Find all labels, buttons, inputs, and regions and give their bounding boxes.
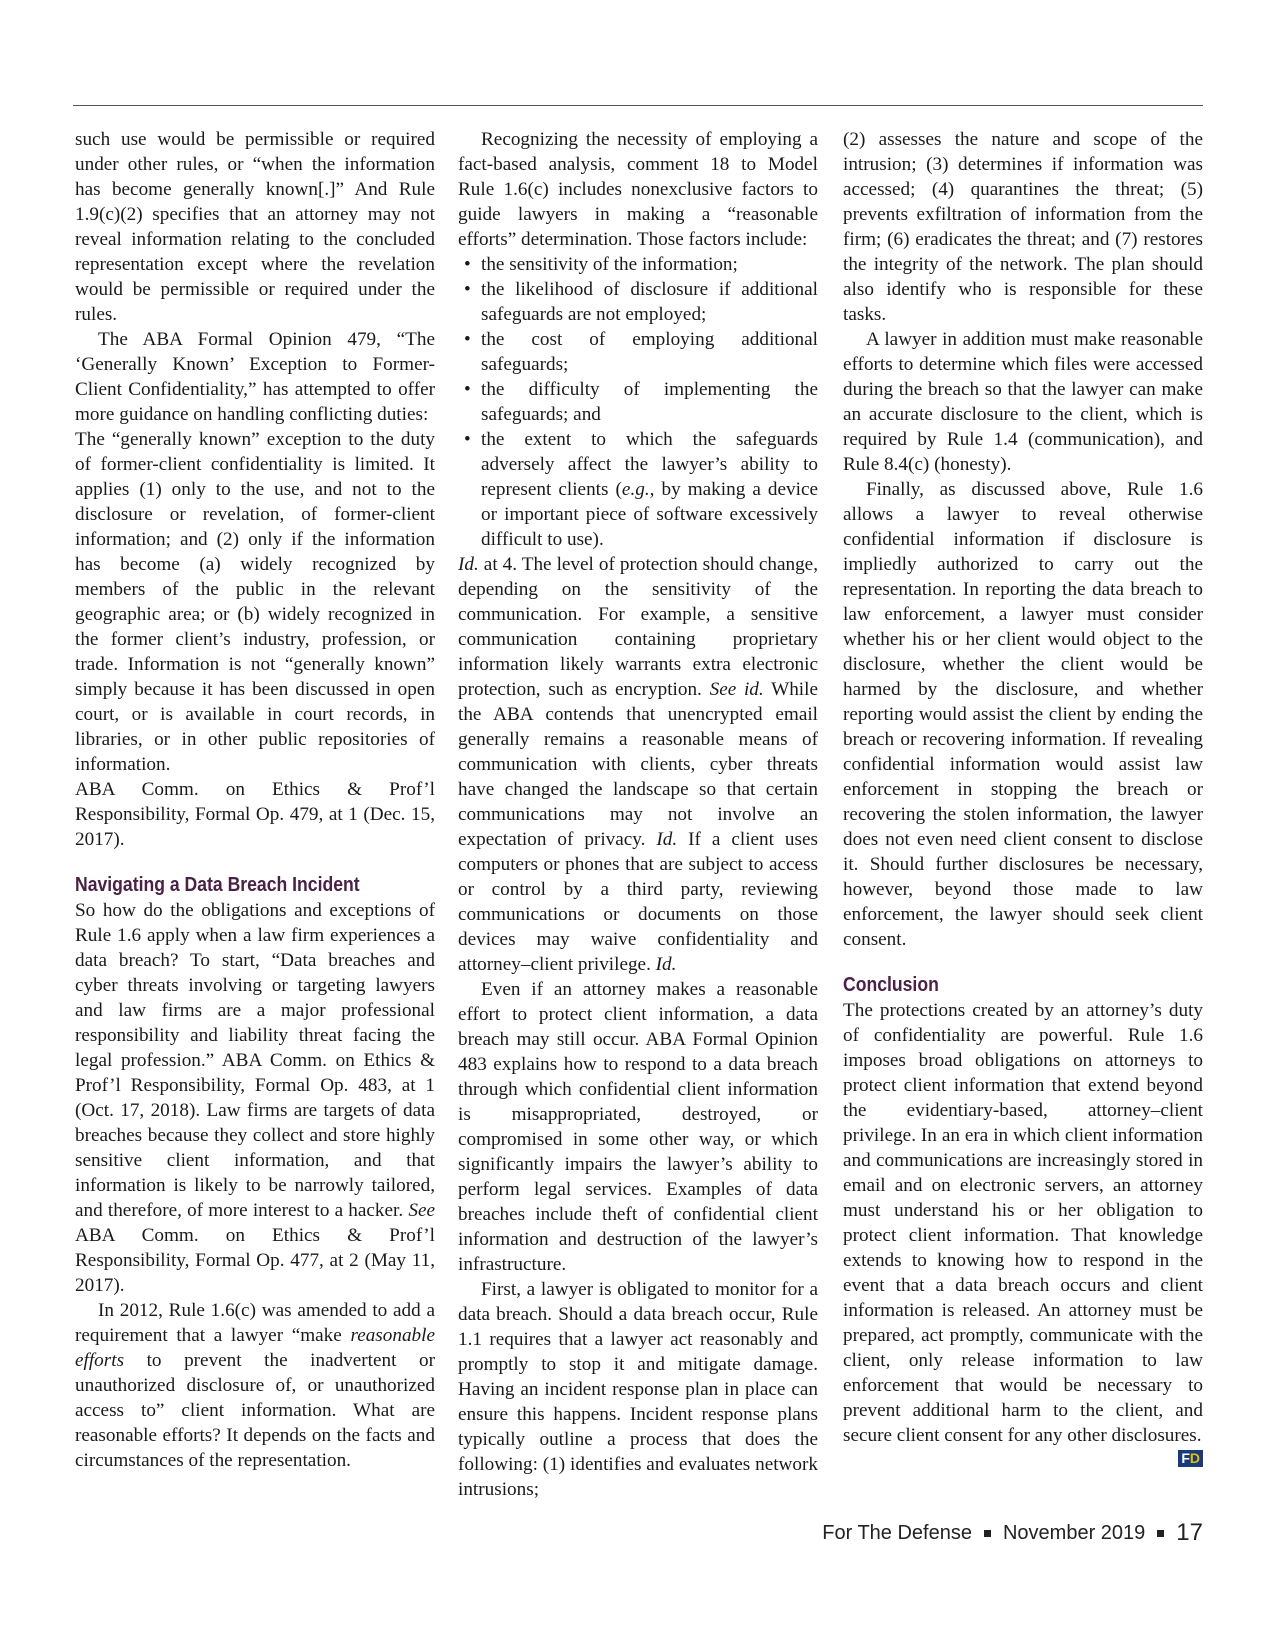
block-quote: The “generally known” exception to the duty of former-client confidentiality is limited. It applies (1) only to the use, and not to the disclosure or revelation, of former-client information; and (2) only if the information has become (a) widely recognized by members of the public in the relevant geographic area; or (b) widely recognized in the former client’s industry, profession, or trade. Information is not “generally known” simply because it has been discussed in open court, or is available in court records, in libraries, or in other public repositories of information. (75, 429, 435, 775)
list-item: • the extent to which the safeguards adversely affect the lawyer’s ability to represent clients (e.g., by making a device or important piece of software excessively difficult to use). (464, 429, 819, 550)
page-number: 17 (1176, 1519, 1203, 1546)
paragraph: First, a lawyer is obligated to monitor for a data breach. Should a data breach occur, Rule 1.1 requires that a lawyer act reasonably and promptly to stop it and mitigate damage. Having an incident response plan in place can ensure this happens. Incident response plans typically outline a process that does the following: (1) identifies and evaluates network intrusions; (458, 1279, 818, 1500)
top-rule (73, 105, 1203, 106)
section-heading: Conclusion (843, 974, 939, 996)
paragraph: Id. at 4. The level of protection should change, depending on the sensitivity of the communication. For example, a sensitive communication containing proprietary information likely warrants extra electronic protection, such as encryption. See id. While the ABA contends that unencrypted email generally remains a reasonable means of communication with clients, cyber threats have changed the landscape so that certain communications may not involve an expectation of privacy. Id. If a client uses computers or phones that are subject to access or control by a third party, reviewing communications or documents on those devices may waive confidentiality and attorney–client privilege. Id. (458, 554, 818, 975)
paragraph: (2) assesses the nature and scope of the intrusion; (3) determines if information was accessed; (4) quarantines the threat; (5) prevents exfiltration of information from the firm; (6) eradicates the threat; and (7) restores the integrity of the network. The plan should also identify who is responsible for these tasks. (843, 129, 1203, 325)
section-heading: Navigating a Data Breach Incident (75, 874, 360, 896)
list-item: • the likelihood of disclosure if additional safeguards are not employed; (464, 279, 818, 325)
paragraph: The protections created by an attorney’s duty of confidentiality are powerful. Rule 1.6 imposes broad obligations on attorneys to protect client information that extend beyond the evidentiary-based, attorney–client privilege. In an era in which client information and communications are increasingly stored in email and on electronic servers, an attorney must understand his or her obligation to protect client information. That knowledge extends to knowing how to respond in the event that a data breach occurs and client information is released. An attorney must be prepared, act promptly, communicate with the client, only release information to law enforcement that would be necessary to prevent additional harm to the client, and secure client consent for any other disclosures. FD (843, 1000, 1203, 1466)
column-1 (75, 127, 435, 1473)
end-mark-icon: FD (1178, 1450, 1203, 1467)
list-item: • the sensitivity of the information; (464, 254, 738, 275)
paragraph: The ABA Formal Opinion 479, “The ‘Generally Known’ Exception to Former-Client Confidentiality,” has attempted to offer more guidance on handling conflicting duties: (75, 329, 435, 425)
list-item: • the cost of employing additional safeguards; (464, 329, 818, 375)
paragraph: Even if an attorney makes a reasonable effort to protect client information, a data breach may still occur. ABA Formal Opinion 483 explains how to respond to a data breach through which confidential client information is misappropriated, destroyed, or compromised in some other way, or which significantly impairs the lawyer’s ability to perform legal services. Examples of data breaches include theft of confidential client information and destruction of the lawyer’s infrastructure. (458, 979, 818, 1275)
column-2 (458, 127, 818, 1502)
factor-list (458, 252, 818, 552)
separator-icon (984, 1530, 991, 1537)
paragraph: Finally, as discussed above, Rule 1.6 allows a lawyer to reveal otherwise confidential information if disclosure is impliedly authorized to carry out the representation. In reporting the data breach to law enforcement, a lawyer must consider whether his or her client would object to the disclosure, whether the client would be harmed by the disclosure, and whether reporting would assist the client by ending the breach or recovering information. If revealing confidential information would assist law enforcement in stopping the breach or recovering the stolen information, the lawyer does not even need client consent to disclose it. Should further disclosures be necessary, however, beyond those made to law enforcement, the lawyer should seek client consent. (843, 479, 1203, 950)
separator-icon (1157, 1530, 1164, 1537)
paragraph: So how do the obligations and exceptions of Rule 1.6 apply when a law firm experiences a data breach? To start, “Data breaches and cyber threats involving or targeting lawyers and law firms are a major professional responsibility and liability threat facing the legal profession.” ABA Comm. on Ethics & Prof’l Responsibility, Formal Op. 483, at 1 (Oct. 17, 2018). Law firms are targets of data breaches because they collect and store highly sensitive client information, and that information is likely to be narrowly tailored, and therefore, of more interest to a hacker. See ABA Comm. on Ethics & Prof’l Responsibility, Formal Op. 477, at 2 (May 11, 2017). (75, 900, 435, 1296)
paragraph: In 2012, Rule 1.6(c) was amended to add a requirement that a lawyer “make reasonable efforts to prevent the inadvertent or unauthorized disclosure of, or unauthorized access to” client information. What are reasonable efforts? It depends on the facts and circumstances of the representation. (75, 1300, 435, 1471)
issue-date: November 2019 (1002, 1521, 1146, 1544)
column-3 (843, 127, 1203, 1467)
citation: ABA Comm. on Ethics & Prof’l Responsibility, Formal Op. 479, at 1 (Dec. 15, 2017). (75, 779, 435, 850)
publication-name: For The Defense (822, 1521, 972, 1544)
paragraph: Recognizing the necessity of employing a fact-based analysis, comment 18 to Model Rule 1.6(c) includes nonexclusive factors to guide lawyers in making a “reasonable efforts” determination. Those factors include: (458, 129, 818, 250)
paragraph: A lawyer in addition must make reasonable efforts to determine which files were accessed during the breach so that the lawyer can make an accurate disclosure to the client, which is required by Rule 1.4 (communication), and Rule 8.4(c) (honesty). (843, 329, 1203, 475)
paragraph: such use would be permissible or required under other rules, or “when the information has become generally known[.]” And Rule 1.9(c)(2) specifies that an attorney may not reveal information relating to the concluded representation except where the revelation would be permissible or required under the rules. (75, 129, 435, 325)
list-item: • the difficulty of implementing the safeguards; and (464, 379, 818, 425)
page-footer (822, 1519, 1203, 1547)
